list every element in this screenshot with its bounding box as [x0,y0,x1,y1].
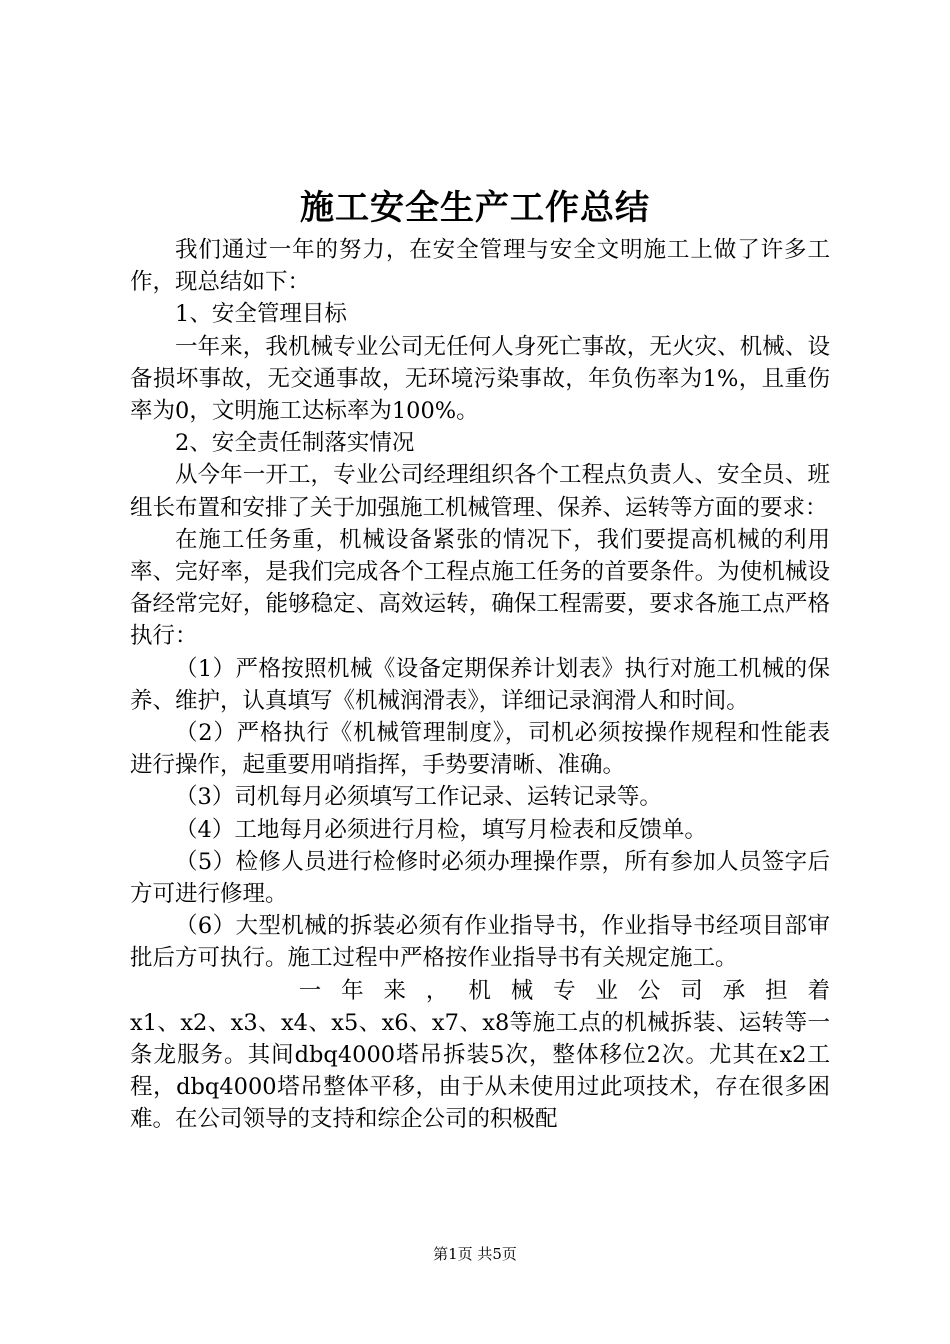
paragraph-safety-goal: 一年来，我机械专业公司无任何人身死亡事故，无火灾、机械、设备损坏事故，无交通事故，无环境污染事故，年负伤率为1%，且重伤率为0，文明施工达标率为100%。 [130,333,830,425]
paragraph-conditions: 在施工任务重，机械设备紧张的情况下，我们要提高机械的利用率、完好率，是我们完成各个工程点施工任务的首要条件。为使机械设备经常完好，能够稳定、高效运转，确保工程需要，要求各施工点严格执行： [130,526,830,650]
list-item-2: （2）严格执行《机械管理制度》，司机必须按操作规程和性能表进行操作，起重要用哨指挥，手势要清晰、准确。 [130,720,830,779]
section-heading-1: 1、安全管理目标 [175,301,347,328]
list-item-6: （6）大型机械的拆装必须有作业指导书，作业指导书经项目部审批后方可执行。施工过程中严格按作业指导书有关规定施工。 [130,913,830,972]
paragraph-summary: x1、x2、x3、x4、x5、x6、x7、x8等施工点的机械拆装、运转等一条龙服务。其间dbq4000塔吊拆装5次，整体移位2次。尤其在x2工程，dbq4000塔吊整体平移，由于从未使用过此项技术，存在很多困难。在公司领导的支持和综企公司的积极配 [130,1009,830,1133]
paragraph-requirements: 从今年一开工，专业公司经理组织各个工程点负责人、安全员、班组长布置和安排了关于加强施工机械管理、保养、运转等方面的要求： [130,462,830,521]
list-item-4: （4）工地每月必须进行月检，填写月检表和反馈单。 [175,816,707,843]
list-item-3: （3）司机每月必须填写工作记录、运转记录等。 [175,784,662,811]
list-item-5: （5）检修人员进行检修时必须办理操作票，所有参加人员签字后方可进行修理。 [130,848,830,908]
list-item-1: （1）严格按照机械《设备定期保养计划表》执行对施工机械的保养、维护，认真填写《机械润滑表》，详细记录润滑人和时间。 [130,655,830,714]
paragraph-intro: 我们通过一年的努力，在安全管理与安全文明施工上做了许多工作，现总结如下： [130,237,830,296]
document-title: 施工安全生产工作总结 [300,188,650,228]
page-footer: 第1页 共5页 [433,1245,517,1263]
document-body [130,234,830,1136]
paragraph-summary-line1: 一年来，机械专业公司承担着 [298,977,830,1004]
section-heading-2: 2、安全责任制落实情况 [175,430,415,457]
